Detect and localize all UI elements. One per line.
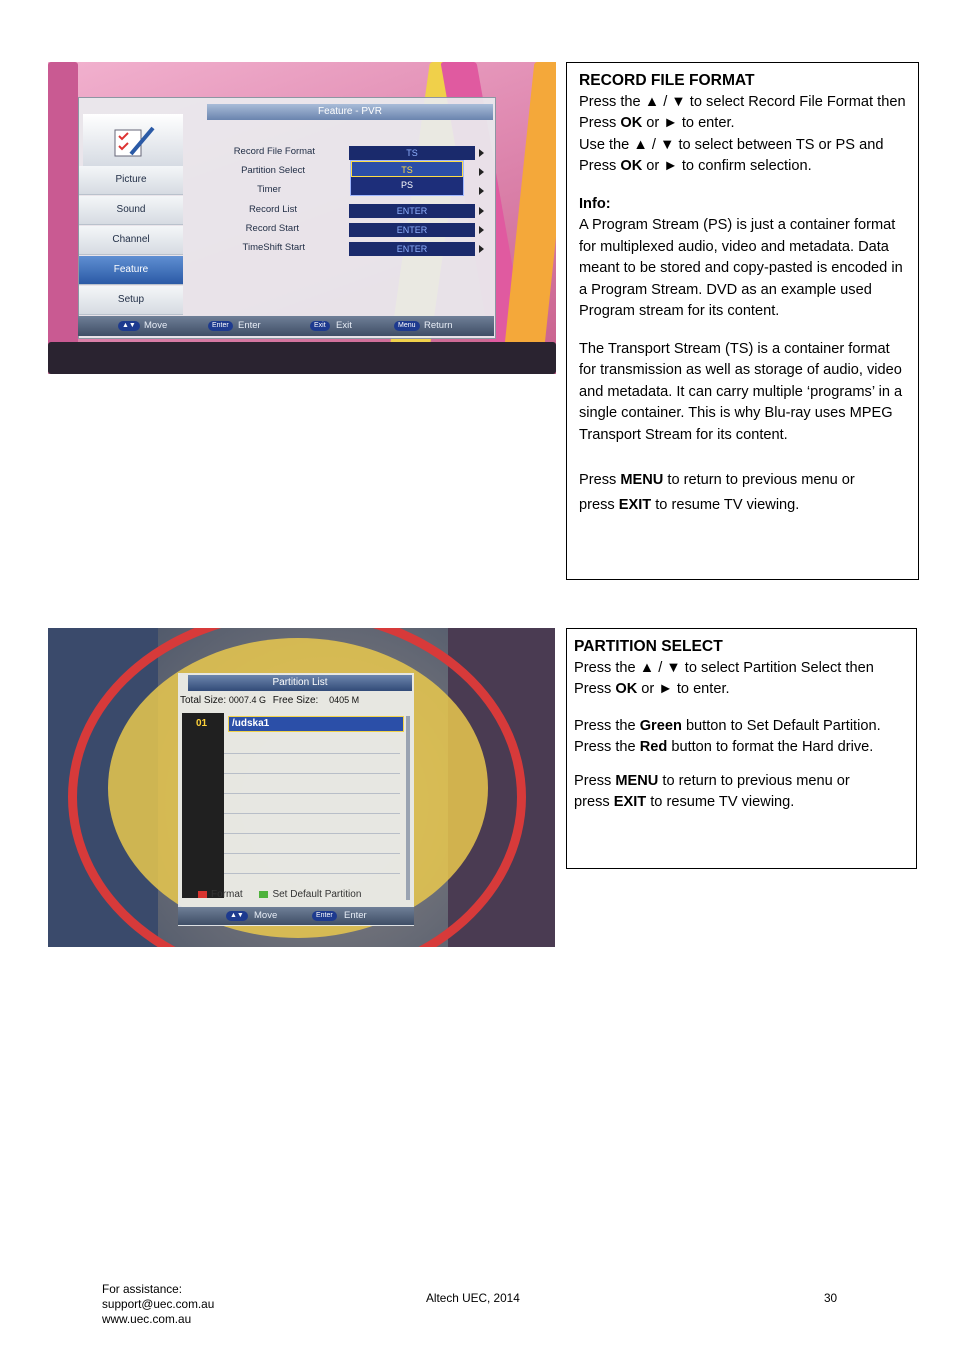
row-label-record-start: Record Start: [245, 223, 299, 234]
text: Press: [574, 772, 616, 789]
row-label-timeshift-start: TimeShift Start: [242, 242, 305, 253]
text: to return to previous menu or: [658, 772, 850, 789]
record-file-format-box: [566, 62, 919, 580]
text: Press the: [574, 717, 640, 734]
info-ps: A Program Stream (PS) is just a container format for multiplexed audio, video and metadata. Data meant to be stored and copy-pasted is encoded in a Program Stream. DVD as an example used Program stream for its content.: [579, 217, 903, 319]
text: ► to enter.: [663, 115, 735, 131]
enter-hint: Enter: [344, 910, 367, 921]
pvr-menu-window: [78, 97, 496, 339]
menu-key-icon: Menu: [394, 321, 420, 331]
menu-instruction: [574, 771, 906, 793]
background-book: [502, 62, 556, 374]
enter-key-icon: Enter: [208, 321, 233, 331]
row-divider: [224, 833, 400, 834]
row-divider: [224, 773, 400, 774]
row-label-record-file-format: Record File Format: [233, 146, 315, 157]
sidebar-item-setup[interactable]: Setup: [79, 286, 183, 315]
text: to resume TV viewing.: [651, 496, 800, 513]
website-link[interactable]: www.uec.com.au: [102, 1312, 192, 1326]
red-instruction: [574, 737, 906, 759]
partition-row[interactable]: [182, 716, 406, 732]
legend: [198, 889, 361, 900]
sidebar-item-picture[interactable]: Picture: [79, 166, 183, 195]
sidebar-item-feature[interactable]: Feature: [79, 256, 183, 285]
text: ► to confirm selection.: [663, 158, 812, 174]
dropdown-option-ts[interactable]: TS: [351, 161, 463, 177]
assistance-block: [102, 1282, 214, 1327]
set-default-hint: Set Default Partition: [272, 889, 362, 900]
text: Press the: [574, 739, 640, 755]
partition-footer: [178, 907, 414, 925]
ok-key: OK: [620, 158, 643, 174]
green-key-icon: [259, 891, 268, 898]
arrow-right-icon: [479, 187, 484, 195]
feature-icon-box: [83, 114, 183, 166]
text: button to format the Hard drive.: [667, 739, 874, 755]
green-key: Green: [639, 717, 682, 734]
arrow-right-icon: [479, 226, 484, 234]
ok-key: OK: [620, 115, 643, 131]
menu-key: MENU: [620, 472, 664, 488]
record-start-value[interactable]: ENTER: [349, 223, 475, 237]
partition-list-title: Partition List: [188, 675, 412, 691]
row-divider: [224, 793, 400, 794]
checklist-pen-icon: [113, 124, 157, 158]
red-key: Red: [639, 739, 668, 755]
menu-instruction: [579, 470, 908, 492]
text: Use the ▲ / ▼ to select between TS or PS and Press: [579, 136, 884, 174]
text: press: [579, 496, 619, 513]
background-shelf: [48, 342, 556, 374]
menu-footer: [78, 316, 494, 336]
assistance-label: For assistance:: [102, 1282, 182, 1296]
arrow-right-icon: [479, 207, 484, 215]
free-size-label: Free Size:: [272, 695, 319, 706]
enter-hint: Enter: [238, 320, 261, 331]
sidebar-item-sound[interactable]: Sound: [79, 196, 183, 225]
arrow-right-icon: [479, 245, 484, 253]
text: to return to previous menu or: [663, 472, 855, 488]
row-label-partition-select: Partition Select: [241, 165, 305, 176]
instruction-2: [579, 135, 908, 178]
free-size-value: 0405 M: [329, 695, 360, 705]
sidebar-item-channel[interactable]: Channel: [79, 226, 183, 255]
row-divider: [224, 753, 400, 754]
scrollbar[interactable]: [406, 716, 410, 900]
text: button to Set Default Partition.: [681, 717, 881, 734]
ok-key: OK: [615, 681, 638, 697]
text: press: [574, 794, 614, 810]
text: to resume TV viewing.: [646, 794, 795, 810]
partition-name: /udska1: [228, 716, 404, 732]
timeshift-start-value[interactable]: ENTER: [349, 242, 475, 256]
exit-key: EXIT: [618, 496, 652, 513]
text: Press the ▲ / ▼ to select Record File Format then Press: [579, 93, 906, 131]
info-ts: The Transport Stream (TS) is a container format for transmission as well as storage of audio, video and metadata. It can carry multiple ‘programs’ in a single container. This is why Blu-ray uses MPEG Transport Stream for its content.: [579, 340, 903, 443]
return-hint: Return: [424, 320, 453, 331]
row-divider: [224, 873, 400, 874]
red-key-icon: [198, 891, 207, 898]
record-file-format-value[interactable]: TS: [349, 146, 475, 160]
section-heading: PARTITION SELECT: [574, 638, 723, 655]
move-key-icon: ▲▼: [118, 321, 140, 331]
arrow-right-icon: [479, 168, 484, 176]
format-hint: Format: [211, 889, 243, 900]
instruction-1: [579, 92, 908, 135]
menu-title: Feature - PVR: [207, 104, 493, 120]
support-email[interactable]: support@uec.com.au: [102, 1297, 215, 1311]
dropdown-option-ps[interactable]: PS: [400, 180, 413, 190]
row-label-timer: Timer: [257, 184, 281, 195]
background-book: [48, 62, 78, 374]
copyright: Altech UEC, 2014: [426, 1291, 520, 1305]
green-instruction: [574, 716, 906, 738]
move-key-icon: ▲▼: [226, 911, 248, 921]
arrow-right-icon: [479, 149, 484, 157]
format-dropdown[interactable]: [350, 160, 464, 196]
partition-select-box: [566, 628, 917, 869]
move-hint: Move: [144, 320, 168, 331]
instruction-1: [574, 658, 906, 701]
info-label: Info:: [579, 195, 611, 212]
text: Press the ▲ / ▼ to select Partition Select then Press: [574, 659, 874, 697]
text: ► to enter.: [658, 681, 730, 697]
text: or: [642, 158, 664, 174]
pvr-menu-screenshot: [48, 62, 556, 374]
text: or: [637, 681, 659, 697]
total-size-label: Total Size:: [180, 695, 227, 706]
text: Press: [579, 472, 621, 488]
size-info: [180, 695, 412, 706]
exit-hint: Exit: [336, 320, 352, 331]
exit-instruction: [579, 495, 908, 517]
partition-list-screenshot: [48, 628, 555, 947]
row-divider: [224, 813, 400, 814]
index-column: [182, 713, 224, 898]
exit-key-icon: Exit: [310, 321, 330, 331]
exit-instruction: [574, 792, 906, 814]
row-label-record-list: Record List: [248, 204, 297, 215]
exit-key: EXIT: [613, 794, 647, 810]
enter-key-icon: Enter: [312, 911, 337, 921]
page-number: 30: [824, 1291, 838, 1305]
total-size-value: 0007.4 G: [228, 695, 266, 705]
row-divider: [224, 853, 400, 854]
text: or: [642, 115, 664, 131]
record-list-value[interactable]: ENTER: [349, 204, 475, 218]
move-hint: Move: [254, 910, 278, 921]
menu-key: MENU: [615, 772, 659, 789]
partition-number: 01: [196, 718, 208, 729]
section-heading: RECORD FILE FORMAT: [579, 72, 755, 89]
